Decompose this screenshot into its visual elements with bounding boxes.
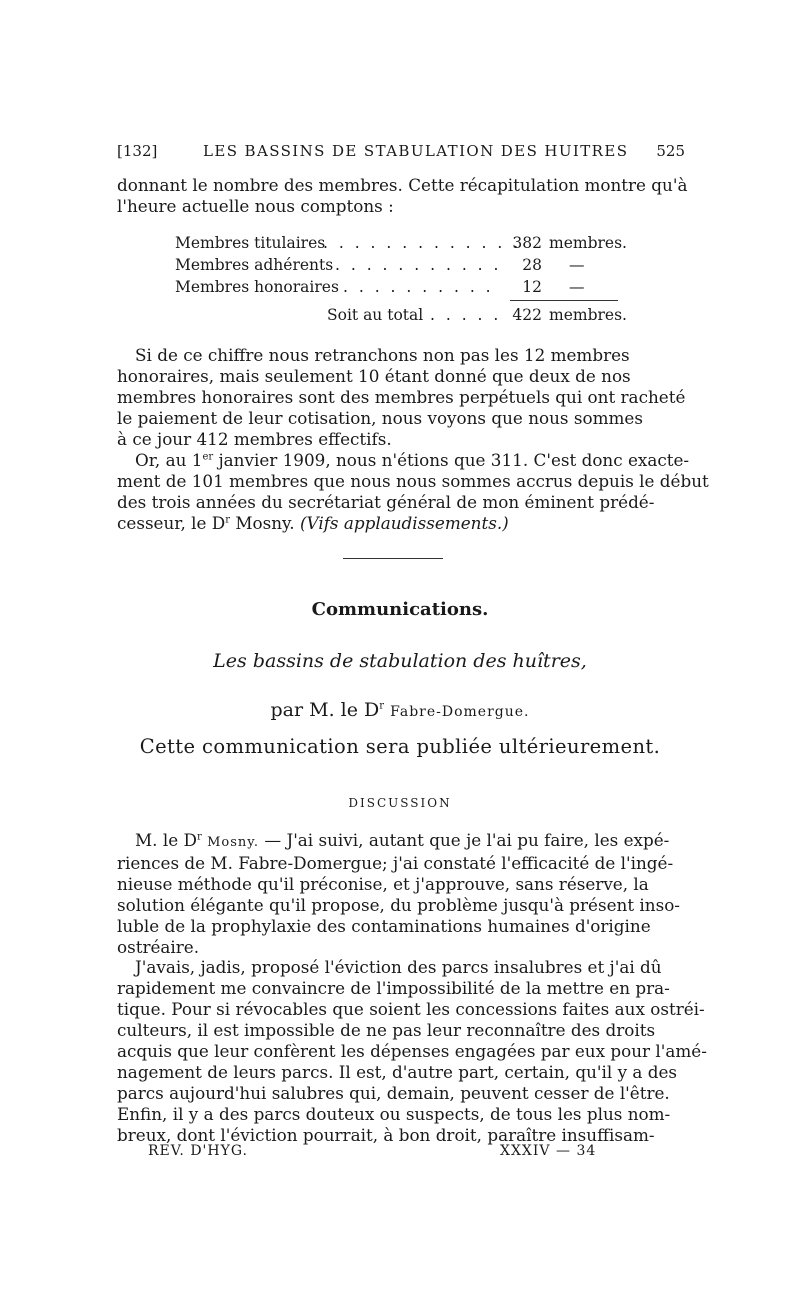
text-line: luble de la prophylaxie des contaminations humaines d'origine	[117, 916, 651, 936]
text-fragment: janvier 1909, nous n'étions que 311. C'est donc exacte-	[213, 450, 690, 470]
text-fragment: cesseur, le D	[117, 513, 226, 533]
tally-label: Membres adhérents	[175, 256, 334, 274]
text-line: parcs aujourd'hui salubres qui, demain, peuvent cesser de l'être.	[117, 1083, 670, 1103]
text-line: J'avais, jadis, proposé l'éviction des parcs insalubres et j'ai dû	[135, 957, 662, 977]
leader-dots: . . . . . . . . . .	[343, 278, 494, 296]
text-line: solution élégante qu'il propose, du problème jusqu'à présent inso-	[117, 895, 680, 915]
text-line: Enfin, il y a des parcs douteux ou suspects, de tous les plus nom-	[117, 1104, 671, 1124]
superscript: r	[225, 514, 231, 526]
text-line: ostréaire.	[117, 937, 200, 957]
leader-dots: . . . . . . . . . . .	[335, 256, 502, 274]
running-header	[117, 142, 687, 164]
text-line	[117, 450, 690, 471]
leader-dots: . . . . . . . . . . . . .	[323, 234, 522, 252]
publication-note: Cette communication sera publiée ultérieurement.	[139, 735, 661, 758]
text-line	[117, 830, 685, 853]
volume-signature: XXXIV — 34	[500, 1143, 597, 1159]
text-line: rapidement me convaincre de l'impossibilité de la mettre en pra-	[117, 978, 670, 998]
tally-label: Membres titulaires	[175, 234, 326, 252]
tally-row	[175, 278, 625, 300]
speaker-prefix: M. le D	[135, 830, 197, 850]
text-line: à ce jour 412 membres effectifs.	[117, 429, 392, 449]
author-name: Fabre-Domergue.	[390, 704, 530, 720]
tally-row	[175, 234, 625, 256]
text-line: honoraires, mais seulement 10 étant donné que deux de nos	[117, 366, 631, 386]
leader-dots: . . . . .	[430, 306, 502, 324]
text-line: l'heure actuelle nous comptons :	[117, 196, 394, 216]
tally-value: 28	[522, 256, 542, 274]
communication-title: Les bassins de stabulation des huîtres,	[213, 650, 587, 672]
page-footer	[148, 1143, 638, 1163]
tally-value: 382	[512, 234, 542, 252]
tally-unit: membres.	[549, 234, 627, 252]
superscript: r	[379, 700, 385, 712]
journal-signature: REV. D'HYG.	[148, 1143, 248, 1159]
paragraph-retranchons	[117, 345, 685, 450]
tally-value: 12	[522, 278, 542, 296]
tally-total-row	[175, 306, 625, 328]
total-value: 422	[512, 306, 542, 324]
text-line: acquis que leur confèrent les dépenses engagées par eux pour l'amé-	[117, 1041, 707, 1061]
text-fragment: — J'ai suivi, autant que je l'ai pu faire, les expé-	[259, 830, 670, 850]
tally-unit: —	[569, 278, 585, 296]
discussion-label: DISCUSSION	[348, 796, 452, 810]
text-fragment: Or, au 1	[135, 450, 203, 470]
section-heading: Communications.	[311, 599, 489, 620]
tally-label: Membres honoraires	[175, 278, 339, 296]
sum-rule	[510, 300, 618, 301]
header-title: LES BASSINS DE STABULATION DES HUITRES	[203, 142, 629, 160]
superscript: er	[202, 451, 214, 463]
paragraph-janvier	[117, 450, 709, 534]
discussion-paragraph-2	[117, 957, 707, 1146]
text-fragment: Mosny.	[230, 513, 300, 533]
text-line: nagement de leurs parcs. Il est, d'autre part, certain, qu'il y a des	[117, 1062, 678, 1082]
text-line	[117, 513, 685, 534]
text-line: riences de M. Fabre-Domergue; j'ai constaté l'efficacité de l'ingé-	[117, 853, 674, 873]
text-line: culteurs, il est impossible de ne pas leur reconnaître des droits	[117, 1020, 656, 1040]
speaker-name: Mosny.	[207, 835, 260, 850]
text-line: breux, dont l'éviction pourrait, à bon droit, paraître insuffisam-	[117, 1125, 655, 1145]
total-unit: membres.	[549, 306, 627, 324]
text-line: tique. Pour si révocables que soient les concessions faites aux ostréi-	[117, 999, 705, 1019]
text-line: Si de ce chiffre nous retranchons non pas les 12 membres	[135, 345, 630, 365]
text-line: le paiement de leur cotisation, nous voyons que nous sommes	[117, 408, 643, 428]
applause-note: (Vifs applaudissements.)	[299, 513, 509, 533]
communication-author	[0, 699, 800, 721]
text-line: nieuse méthode qu'il préconise, et j'approuve, sans réserve, la	[117, 874, 649, 894]
tally-row	[175, 256, 625, 278]
text-line: donnant le nombre des membres. Cette récapitulation montre qu'à	[117, 175, 688, 195]
page-number: 525	[656, 142, 685, 160]
section-separator	[343, 558, 443, 559]
author-prefix: par M. le D	[270, 699, 380, 721]
text-line: ment de 101 membres que nous nous sommes accrus depuis le début	[117, 471, 709, 491]
intro-paragraph	[117, 175, 688, 217]
total-label: Soit au total	[327, 306, 424, 324]
tally-unit: —	[569, 256, 585, 274]
discussion-paragraph-1	[117, 830, 685, 958]
text-line: des trois années du secrétariat général de mon éminent prédé-	[117, 492, 655, 512]
header-section-number: [132]	[117, 142, 158, 160]
membership-tally	[175, 234, 625, 328]
text-line: membres honoraires sont des membres perpétuels qui ont racheté	[117, 387, 686, 407]
superscript: r	[196, 831, 202, 843]
